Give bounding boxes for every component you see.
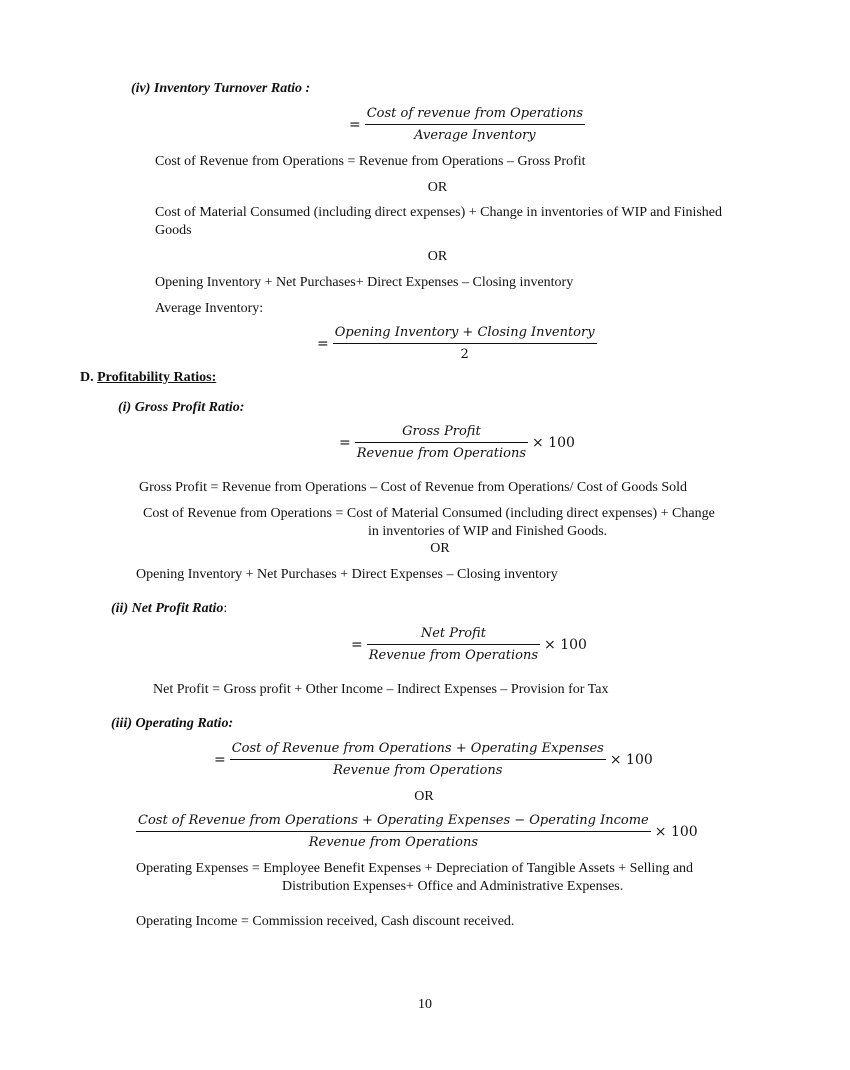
average-inventory-formula <box>313 324 597 363</box>
multiplier: × 100 <box>544 636 587 653</box>
operating-ratio-heading: (iii) Operating Ratio: <box>111 716 234 731</box>
operating-ratio-alt-formula <box>136 812 702 851</box>
formula-denominator: Revenue from Operations <box>356 446 527 461</box>
gross-alt-definition: Opening Inventory + Net Purchases + Direct Expenses – Closing inventory <box>136 567 558 582</box>
heading-colon: : <box>223 601 228 616</box>
formula-numerator: Cost of revenue from Operations <box>365 105 585 125</box>
average-inventory-label: Average Inventory: <box>155 301 264 316</box>
page-number: 10 <box>418 997 432 1012</box>
gross-profit-formula <box>335 423 579 462</box>
gross-profit-heading: (i) Gross Profit Ratio: <box>118 400 245 415</box>
section-title: Profitability Ratios: <box>97 370 217 385</box>
section-heading <box>80 369 216 387</box>
formula-numerator: Cost of Revenue from Operations + Operating Expenses − Operating Income <box>136 812 651 832</box>
alt-definition-line1: Cost of Material Consumed (including direct expenses) + Change in inventories of WIP and Finished <box>155 205 723 220</box>
alt-definition-line2: Goods <box>155 223 192 238</box>
equals-sign: = <box>317 335 329 352</box>
inventory-turnover-heading: (iv) Inventory Turnover Ratio : <box>131 81 311 96</box>
formula-denominator: Average Inventory <box>414 128 536 143</box>
formula-numerator: Gross Profit <box>355 423 528 443</box>
multiplier: × 100 <box>654 823 698 840</box>
net-profit-definition: Net Profit = Gross profit + Other Income – Indirect Expenses – Provision for Tax <box>153 682 609 697</box>
cost-of-revenue-line2: in inventories of WIP and Finished Goods. <box>368 524 608 539</box>
or-separator: OR <box>430 541 450 556</box>
or-separator: OR <box>427 180 448 195</box>
equals-sign: = <box>339 434 351 451</box>
multiplier: × 100 <box>609 751 653 768</box>
formula-denominator: Revenue from Operations <box>308 835 479 850</box>
formula-denominator: 2 <box>460 347 469 362</box>
formula-denominator: Revenue from Operations <box>333 763 503 778</box>
operating-ratio-formula <box>210 740 657 779</box>
cost-of-revenue-line1: Cost of Revenue from Operations = Cost of Material Consumed (including direct expenses) + Change <box>143 506 715 521</box>
formula-numerator: Net Profit <box>367 625 540 645</box>
net-profit-heading-text: (ii) Net Profit Ratio <box>111 601 224 616</box>
equals-sign: = <box>349 116 361 133</box>
net-profit-heading <box>111 600 227 618</box>
gross-profit-definition: Gross Profit = Revenue from Operations – Cost of Revenue from Operations/ Cost of Goods Sold <box>139 480 687 495</box>
equals-sign: = <box>214 751 226 768</box>
or-separator: OR <box>414 789 434 804</box>
inventory-turnover-formula <box>345 105 585 144</box>
equals-sign: = <box>351 636 363 653</box>
alt-definition-2: Opening Inventory + Net Purchases+ Direct Expenses – Closing inventory <box>155 275 574 290</box>
cost-of-revenue-definition: Cost of Revenue from Operations = Revenue from Operations – Gross Profit <box>155 154 586 169</box>
net-profit-formula <box>347 625 591 664</box>
operating-expenses-line1: Operating Expenses = Employee Benefit Expenses + Depreciation of Tangible Assets + Selling and <box>136 861 694 876</box>
or-separator: OR <box>427 249 448 264</box>
multiplier: × 100 <box>532 434 575 451</box>
operating-expenses-line2: Distribution Expenses+ Office and Administrative Expenses. <box>282 879 624 894</box>
operating-income-definition: Operating Income = Commission received, Cash discount received. <box>136 914 515 929</box>
formula-numerator: Opening Inventory + Closing Inventory <box>333 324 597 344</box>
formula-denominator: Revenue from Operations <box>368 648 539 663</box>
section-letter: D. <box>80 370 94 385</box>
formula-numerator: Cost of Revenue from Operations + Operating Expenses <box>230 740 606 760</box>
